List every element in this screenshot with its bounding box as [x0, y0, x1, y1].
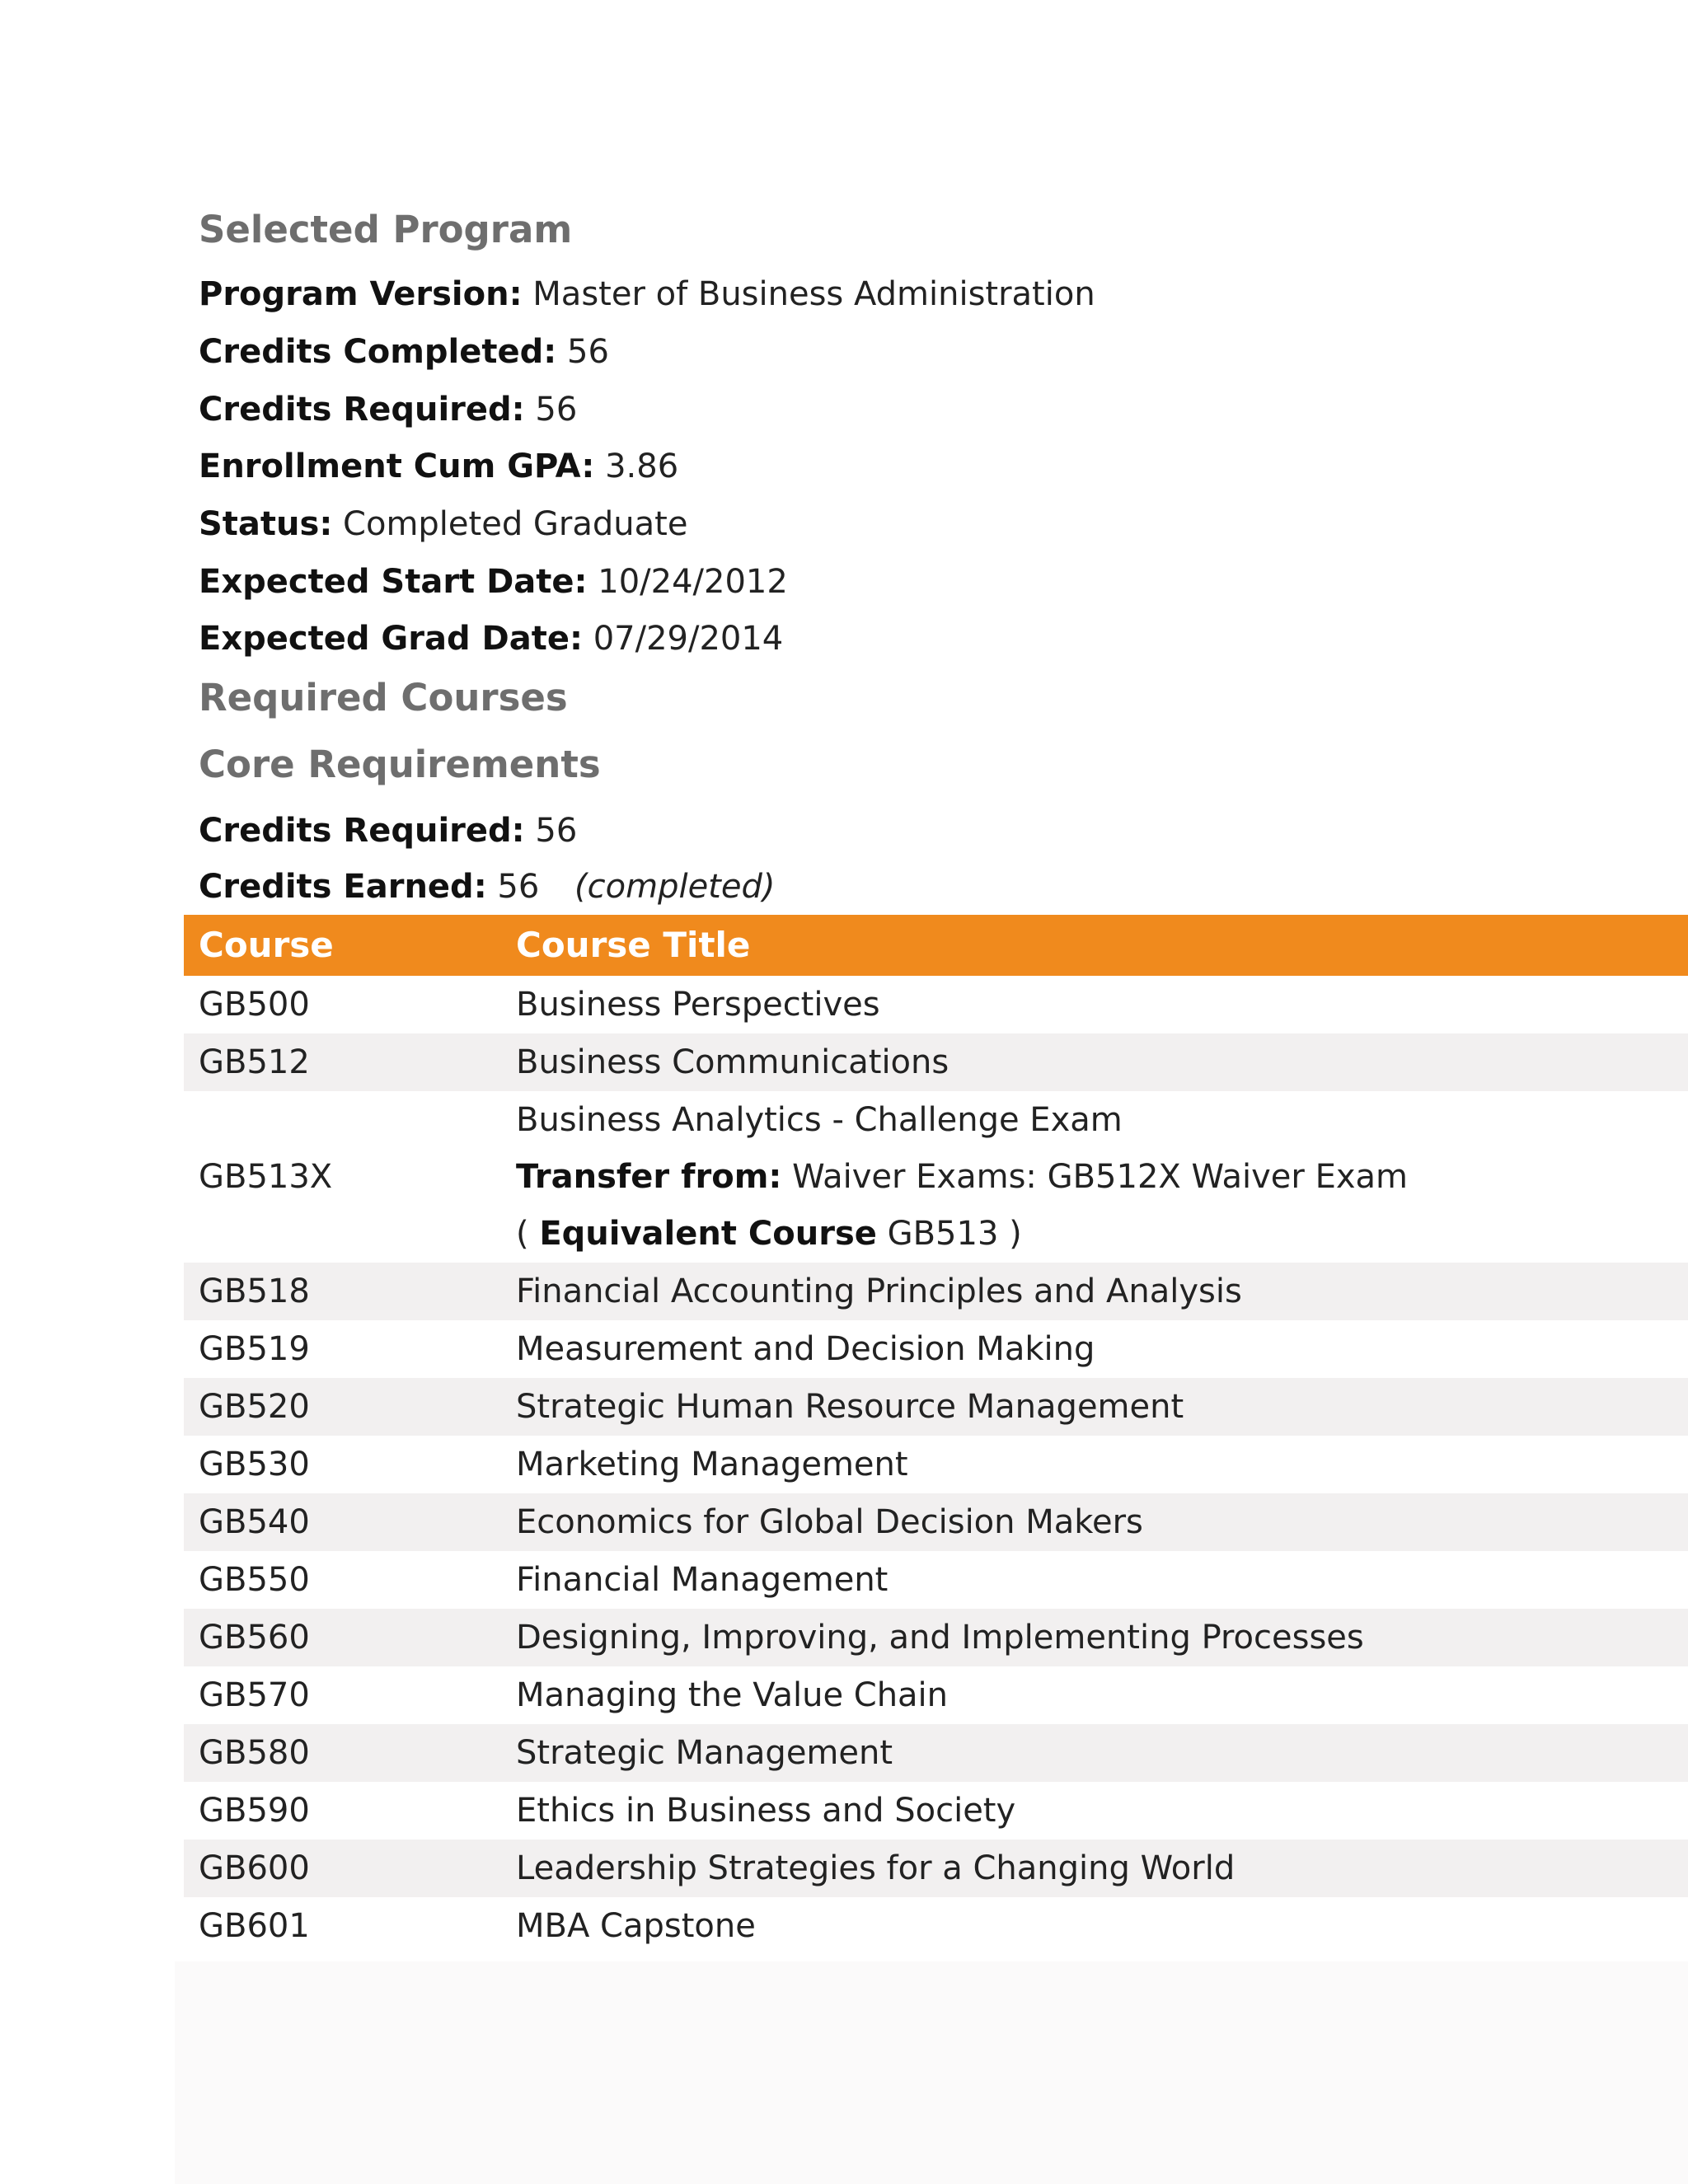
course-code: GB540	[199, 1503, 310, 1541]
table-row	[184, 1609, 1688, 1666]
course-code: GB513X	[199, 1158, 333, 1196]
course-title: Measurement and Decision Making	[516, 1330, 1095, 1368]
course-code: GB601	[199, 1907, 310, 1945]
equivalent-value: GB513	[887, 1215, 999, 1253]
table-row	[184, 1263, 1688, 1320]
course-title: Marketing Management	[516, 1446, 908, 1483]
course-code: GB550	[199, 1561, 310, 1599]
column-header-course: Course	[199, 925, 334, 965]
table-row-transfer	[184, 1091, 1688, 1263]
table-row	[184, 1782, 1688, 1840]
core-requirements-heading: Core Requirements	[199, 743, 601, 786]
field-label: Expected Start Date:	[199, 563, 588, 601]
course-code: GB590	[199, 1792, 310, 1830]
field-label: Credits Required:	[199, 391, 525, 429]
table-row	[184, 1840, 1688, 1897]
table-row	[184, 1436, 1688, 1493]
course-code: GB530	[199, 1446, 310, 1483]
transfer-label: Transfer from:	[516, 1158, 782, 1196]
core-credits-required-field	[199, 812, 578, 850]
field-value: 10/24/2012	[598, 563, 788, 601]
table-header	[184, 915, 1688, 976]
course-code: GB512	[199, 1043, 310, 1081]
enrollment-cum-gpa-field	[199, 450, 678, 483]
required-courses-heading: Required Courses	[199, 676, 568, 719]
course-title: Business Analytics - Challenge Exam	[516, 1101, 1123, 1139]
program-version-field	[199, 275, 1095, 313]
credits-completed-field	[199, 333, 609, 371]
course-title: Designing, Improving, and Implementing Processes	[516, 1619, 1364, 1657]
field-label: Expected Grad Date:	[199, 620, 583, 658]
course-title: Economics for Global Decision Makers	[516, 1503, 1143, 1541]
field-label: Credits Earned:	[199, 868, 487, 906]
expected-start-date-field	[199, 563, 788, 601]
table-row	[184, 1551, 1688, 1609]
table-row	[184, 1033, 1688, 1091]
expected-grad-date-field	[199, 620, 784, 658]
course-title: Business Perspectives	[516, 986, 880, 1024]
course-code: GB570	[199, 1676, 310, 1714]
field-value: 56	[567, 333, 609, 371]
course-title: Strategic Human Resource Management	[516, 1388, 1184, 1426]
table-row	[184, 1666, 1688, 1724]
course-code: GB519	[199, 1330, 310, 1368]
course-title: Strategic Management	[516, 1734, 893, 1772]
table-row	[184, 1493, 1688, 1551]
equivalent-course-line	[516, 1215, 1022, 1253]
field-label: Enrollment Cum GPA:	[199, 448, 595, 485]
transfer-value: Waiver Exams: GB512X Waiver Exam	[792, 1158, 1408, 1196]
transfer-line	[516, 1158, 1408, 1196]
course-title: Leadership Strategies for a Changing World	[516, 1849, 1236, 1887]
column-header-course-title: Course Title	[516, 925, 751, 965]
table-row	[184, 1378, 1688, 1436]
course-title: Managing the Value Chain	[516, 1676, 949, 1714]
course-code: GB500	[199, 986, 310, 1024]
core-credits-earned-field	[199, 868, 776, 906]
field-value: Master of Business Administration	[532, 275, 1095, 313]
equivalent-close-paren: )	[1009, 1215, 1022, 1253]
field-value: 3.86	[605, 448, 679, 485]
field-value: 07/29/2014	[593, 620, 784, 658]
table-row	[184, 976, 1688, 1033]
course-title: Financial Management	[516, 1561, 889, 1599]
field-value: 56	[535, 391, 578, 429]
selected-program-heading: Selected Program	[199, 208, 573, 251]
course-title: Ethics in Business and Society	[516, 1792, 1016, 1830]
field-label: Credits Completed:	[199, 333, 557, 371]
table-row	[184, 1320, 1688, 1378]
table-row	[184, 1724, 1688, 1782]
status-field	[199, 505, 688, 543]
equivalent-open-paren: (	[516, 1215, 529, 1253]
credits-required-field	[199, 391, 578, 429]
field-value: 56	[497, 868, 540, 906]
field-label: Credits Required:	[199, 812, 525, 850]
course-title: Business Communications	[516, 1043, 950, 1081]
field-label: Status:	[199, 505, 333, 543]
completed-note: (completed)	[574, 868, 776, 906]
page-bottom-shade	[175, 1961, 1688, 2184]
course-code: GB580	[199, 1734, 310, 1772]
field-label: Program Version:	[199, 275, 523, 313]
course-code: GB520	[199, 1388, 310, 1426]
course-code: GB518	[199, 1272, 310, 1310]
field-value: Completed Graduate	[343, 505, 688, 543]
table-row	[184, 1897, 1688, 1955]
course-title: MBA Capstone	[516, 1907, 756, 1945]
equivalent-label: Equivalent Course	[539, 1215, 877, 1253]
course-code: GB560	[199, 1619, 310, 1657]
course-code: GB600	[199, 1849, 310, 1887]
course-table	[184, 915, 1688, 1955]
course-title: Financial Accounting Principles and Analysis	[516, 1272, 1242, 1310]
field-value: 56	[535, 812, 578, 850]
